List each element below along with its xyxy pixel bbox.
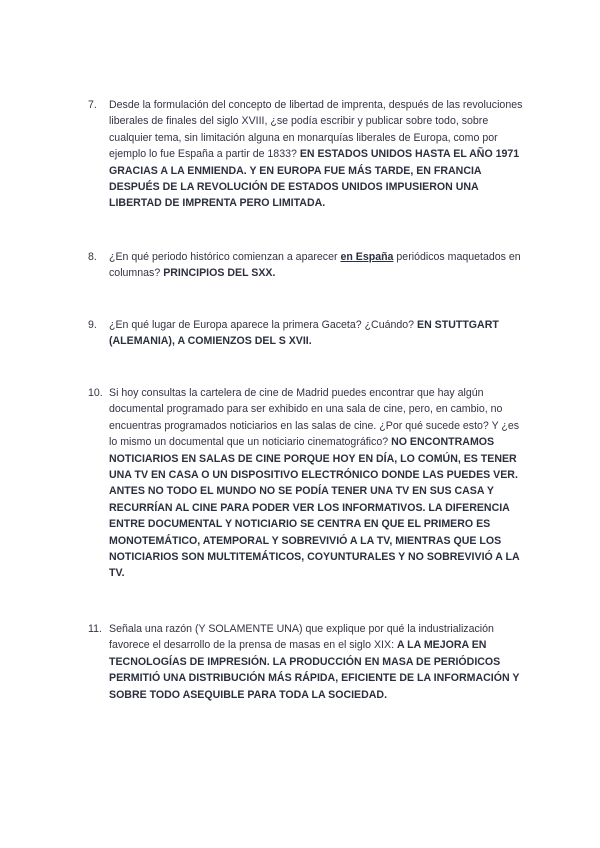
question-11 — [88, 621, 530, 703]
answer-text: EN ESTADOS UNIDOS HASTA EL AÑO 1971 GRACIAS A LA ENMIENDA. Y EN EUROPA FUE MÁS TARDE, EN FRANCIA DESPUÉS DE LA REVOLUCIÓN DE ESTADOS UNIDOS IMPUSIERON UNA LIBERTAD DE IMPRENTA PERO LIMITADA. — [109, 148, 520, 210]
answer-text: A LA MEJORA EN TECNOLOGÍAS DE IMPRESIÓN. LA PRODUCCIÓN EN MASA DE PERIÓDICOS PERMITIÓ UNA DISTRIBUCIÓN MÁS RÁPIDA, EFICIENTE DE LA INFORMACIÓN Y SOBRE TODO ASEQUIBLE PARA TODA LA SOCIEDAD. — [109, 639, 520, 701]
question-text: Señala una razón (Y SOLAMENTE UNA) que explique por qué la industrialización favorece el desarrollo de la prensa de masas en el siglo XIX: — [109, 623, 494, 652]
question-number: 7. — [88, 99, 97, 111]
question-body — [109, 621, 530, 703]
question-10 — [88, 385, 530, 582]
question-body — [109, 97, 530, 212]
question-body — [109, 385, 530, 582]
answer-text: NO ENCONTRAMOS NOTICIARIOS EN SALAS DE CINE PORQUE HOY EN DÍA, LO COMÚN, ES TENER UNA TV EN CASA O UN DISPOSITIVO ELECTRÓNICO DONDE LAS PUEDES VER. ANTES NO TODO EL MUNDO NO SE PODÍA TENER UNA TV EN SUS CASA Y RECURRÍAN AL CINE PARA PODER VER LOS INFORMATIVOS. LA DIFERENCIA ENTRE DOCUMENTAL Y NOTICIARIO SE CENTRA EN QUE EL PRIMERO ES MONOTEMÁTICO, ATEMPORAL Y SOBREVIVIÓ A LA TV, MIENTRAS QUE LOS NOTICIARIOS SON MULTITEMÁTICOS, COYUNTURALES Y NO SOBREVIVIÓ A LA TV. — [109, 436, 520, 580]
question-text: Desde la formulación del concepto de libertad de imprenta, después de las revoluciones liberales de finales del siglo XVIII, ¿se podía escribir y publicar sobre todo, sobre cualquier tema, sin limitación alguna en monarquías liberales de Europa, como por ejemplo lo fue España a partir de 1833? — [109, 99, 523, 161]
question-number: 8. — [88, 251, 97, 263]
question-text: Si hoy consultas la cartelera de cine de Madrid puedes encontrar que hay algún documental programado para ser exhibido en una sala de cine, pero, en cambio, no encuentras programados noticiarios en las salas de cine. ¿Por qué sucede esto? Y ¿es lo mismo un documental que un noticiario cinematográfico? — [109, 387, 520, 449]
question-number: 11. — [88, 623, 102, 635]
question-number: 9. — [88, 319, 97, 331]
question-body — [109, 317, 530, 350]
question-text-continued: periódicos maquetados en columnas? — [109, 251, 521, 280]
question-number: 10. — [88, 387, 103, 399]
question-text: ¿En qué lugar de Europa aparece la primera Gaceta? ¿Cuándo? — [109, 319, 415, 331]
en-espana-link[interactable]: en España — [340, 251, 394, 263]
answer-text: EN STUTTGART (ALEMANIA), A COMIENZOS DEL S XVII. — [109, 319, 499, 348]
question-9 — [88, 317, 530, 350]
question-8 — [88, 249, 530, 282]
question-body — [109, 249, 530, 282]
question-7 — [88, 97, 530, 212]
answer-text: PRINCIPIOS DEL SXX. — [163, 267, 276, 280]
question-text: ¿En qué periodo histórico comienzan a aparecer — [109, 251, 338, 263]
